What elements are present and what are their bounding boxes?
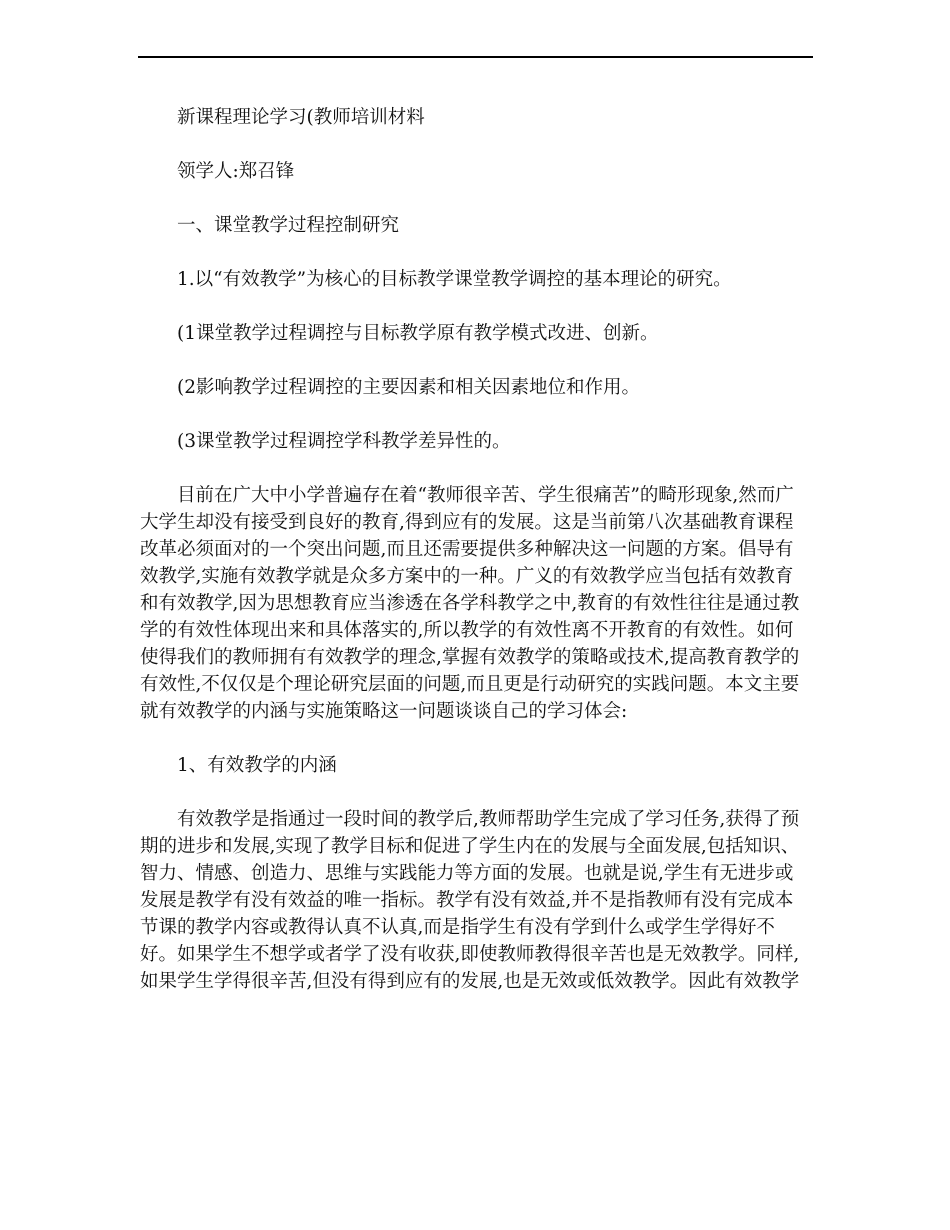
text-line: 改革必须面对的一个突出问题,而且还需要提供多种解决这一问题的方案。倡导有 (140, 539, 794, 560)
list-item (140, 428, 806, 455)
text-line: 有效教学是指通过一段时间的教学后,教师帮助学生完成了学习任务,获得了预 (177, 809, 800, 830)
text-line: 大学生却没有接受到良好的教育,得到应有的发展。这是当前第八次基础教育课程 (140, 512, 794, 533)
text-line: 领学人:郑召锋 (177, 161, 295, 182)
text-line: 1.以“有效教学”为核心的目标教学课堂教学调控的基本理论的研究。 (177, 269, 732, 290)
text-line: 新课程理论学习(教师培训材料 (177, 107, 425, 128)
text-line: 1、有效教学的内涵 (177, 755, 337, 776)
subsection-heading (140, 266, 806, 293)
text-line: 学的有效性体现出来和具体落实的,所以教学的有效性离不开教育的有效性。如何 (140, 620, 794, 641)
text-line: 发展是教学有没有效益的唯一指标。教学有没有效益,并不是指教师有没有完成本 (140, 890, 794, 911)
text-line: (3课堂教学过程调控学科教学差异性的。 (177, 431, 511, 452)
text-line: 好。如果学生不想学或者学了没有收获,即使教师教得很辛苦也是无效教学。同样, (140, 944, 800, 965)
text-line: 就有效教学的内涵与实施策略这一问题谈谈自己的学习体会: (140, 701, 628, 722)
text-line: 目前在广大中小学普遍存在着“教师很辛苦、学生很痛苦”的畸形现象,然而广 (177, 485, 794, 506)
list-item (140, 374, 806, 401)
section-heading (140, 212, 806, 239)
list-item (140, 320, 806, 347)
text-line: (1课堂教学过程调控与目标教学原有教学模式改进、创新。 (177, 323, 659, 344)
text-line: 如果学生学得很辛苦,但没有得到应有的发展,也是无效或低效教学。因此有效教学 (140, 971, 800, 992)
document-body (140, 104, 806, 1022)
text-line: 和有效教学,因为思想教育应当渗透在各学科教学之中,教育的有效性往往是通过教 (140, 593, 800, 614)
document-title (140, 104, 806, 131)
text-line: 期的进步和发展,实现了教学目标和促进了学生内在的发展与全面发展,包括知识、 (140, 836, 800, 857)
text-line: 效教学,实施有效教学就是众多方案中的一种。广义的有效教学应当包括有效教育 (140, 566, 794, 587)
section-heading (140, 752, 806, 779)
text-line: 一、课堂教学过程控制研究 (177, 215, 400, 236)
body-paragraph (140, 482, 806, 725)
text-line: 节课的教学内容或教得认真不认真,而是指学生有没有学到什么或学生学得好不 (140, 917, 775, 938)
text-line: 使得我们的教师拥有有效教学的理念,掌握有效教学的策略或技术,提高教育教学的 (140, 647, 800, 668)
body-paragraph (140, 806, 806, 995)
header-rule (138, 56, 813, 58)
presenter-line (140, 158, 806, 185)
text-line: 有效性,不仅仅是个理论研究层面的问题,而且更是行动研究的实践问题。本文主要 (140, 674, 800, 695)
text-line: 智力、情感、创造力、思维与实践能力等方面的发展。也就是说,学生有无进步或 (140, 863, 794, 884)
text-line: (2影响教学过程调控的主要因素和相关因素地位和作用。 (177, 377, 640, 398)
